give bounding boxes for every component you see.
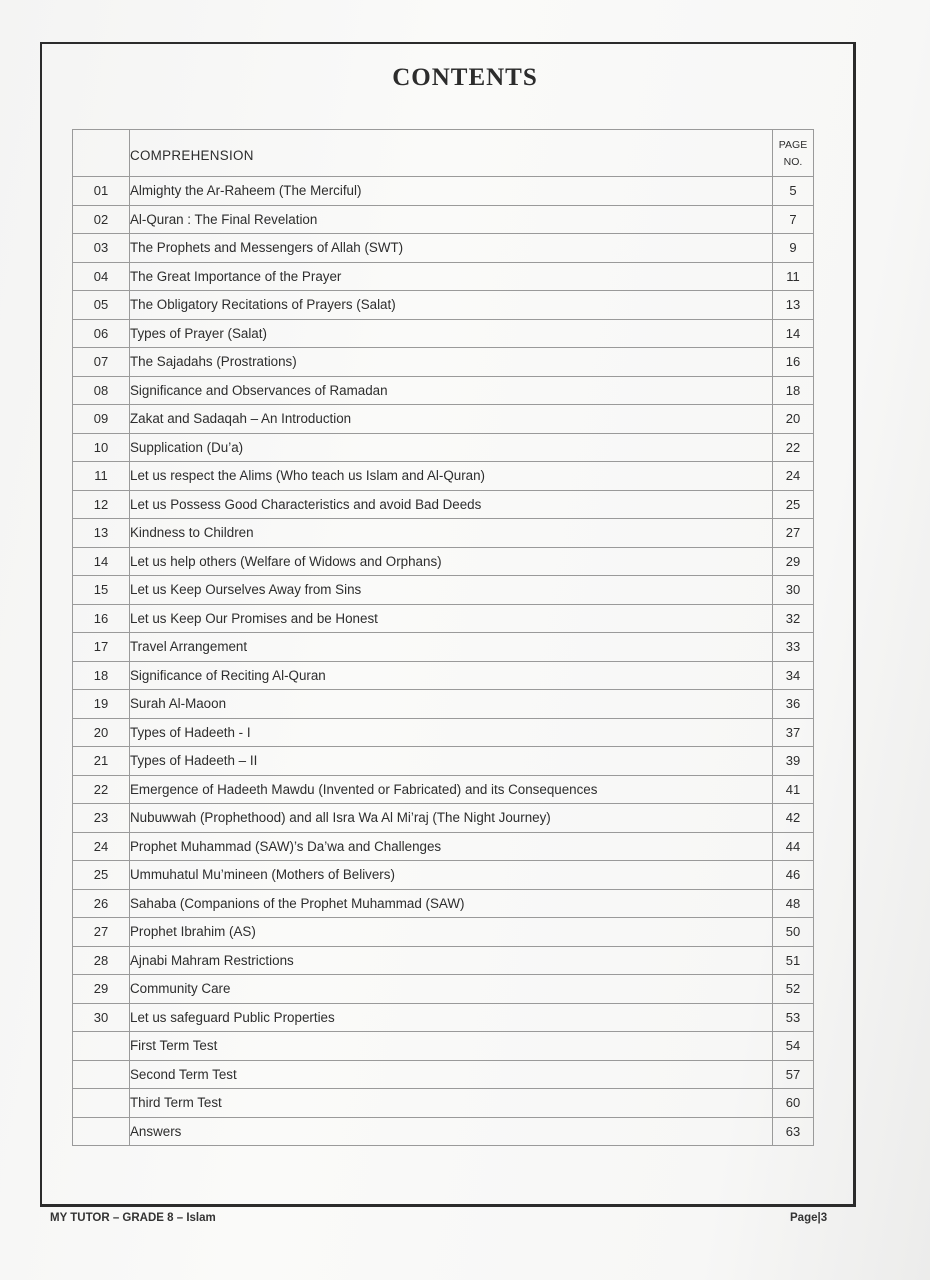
page-number: 50	[773, 918, 814, 947]
chapter-number: 19	[73, 690, 130, 719]
chapter-title: Types of Hadeeth - I	[130, 718, 773, 747]
chapter-title: Types of Hadeeth – II	[130, 747, 773, 776]
chapter-title: Let us Keep Ourselves Away from Sins	[130, 576, 773, 605]
chapter-title: The Obligatory Recitations of Prayers (Salat)	[130, 291, 773, 320]
page-number: 16	[773, 348, 814, 377]
page-number: 5	[773, 177, 814, 206]
chapter-number: 08	[73, 376, 130, 405]
chapter-title: The Great Importance of the Prayer	[130, 262, 773, 291]
page-number: 57	[773, 1060, 814, 1089]
table-row	[73, 348, 814, 377]
chapter-title: Kindness to Children	[130, 519, 773, 548]
table-row	[73, 262, 814, 291]
chapter-number: 16	[73, 604, 130, 633]
chapter-title: Zakat and Sadaqah – An Introduction	[130, 405, 773, 434]
page-title: CONTENTS	[392, 64, 538, 91]
chapter-number	[73, 1089, 130, 1118]
table-row	[73, 433, 814, 462]
chapter-number: 05	[73, 291, 130, 320]
header-page-no	[773, 130, 814, 177]
page-number: 14	[773, 319, 814, 348]
chapter-number: 13	[73, 519, 130, 548]
chapter-title: Answers	[130, 1117, 773, 1146]
page-number: 46	[773, 861, 814, 890]
table-row	[73, 946, 814, 975]
chapter-title: Almighty the Ar-Raheem (The Merciful)	[130, 177, 773, 206]
chapter-title: The Sajadahs (Prostrations)	[130, 348, 773, 377]
table-row	[73, 918, 814, 947]
table-row	[73, 604, 814, 633]
chapter-title: Prophet Muhammad (SAW)’s Da’wa and Challenges	[130, 832, 773, 861]
chapter-title: Emergence of Hadeeth Mawdu (Invented or Fabricated) and its Consequences	[130, 775, 773, 804]
chapter-title: Travel Arrangement	[130, 633, 773, 662]
chapter-number: 24	[73, 832, 130, 861]
page-number: 39	[773, 747, 814, 776]
table-row	[73, 775, 814, 804]
chapter-number: 01	[73, 177, 130, 206]
page-number: 27	[773, 519, 814, 548]
chapter-number: 22	[73, 775, 130, 804]
page-number: 54	[773, 1032, 814, 1061]
chapter-number: 10	[73, 433, 130, 462]
chapter-title: First Term Test	[130, 1032, 773, 1061]
chapter-number: 09	[73, 405, 130, 434]
contents-table-body	[73, 130, 814, 1146]
chapter-number: 04	[73, 262, 130, 291]
chapter-number: 11	[73, 462, 130, 491]
header-number-cell	[73, 130, 130, 177]
table-row	[73, 661, 814, 690]
page-number: 22	[773, 433, 814, 462]
table-row	[73, 690, 814, 719]
table-row	[73, 747, 814, 776]
table-row	[73, 462, 814, 491]
table-row	[73, 804, 814, 833]
table-row	[73, 1117, 814, 1146]
chapter-title: The Prophets and Messengers of Allah (SWT)	[130, 234, 773, 263]
chapter-title: Third Term Test	[130, 1089, 773, 1118]
chapter-number: 06	[73, 319, 130, 348]
table-row	[73, 1089, 814, 1118]
chapter-title: Surah Al-Maoon	[130, 690, 773, 719]
chapter-title: Supplication (Du’a)	[130, 433, 773, 462]
header-no-label: NO.	[783, 156, 803, 168]
page-number: 60	[773, 1089, 814, 1118]
page-number: 42	[773, 804, 814, 833]
chapter-title: Ajnabi Mahram Restrictions	[130, 946, 773, 975]
page-number: 30	[773, 576, 814, 605]
page-number: 18	[773, 376, 814, 405]
chapter-number: 23	[73, 804, 130, 833]
page-number: 37	[773, 718, 814, 747]
page-number: 34	[773, 661, 814, 690]
chapter-number: 27	[73, 918, 130, 947]
chapter-number: 26	[73, 889, 130, 918]
chapter-title: Let us Possess Good Characteristics and avoid Bad Deeds	[130, 490, 773, 519]
page-number: 63	[773, 1117, 814, 1146]
chapter-title: Significance of Reciting Al-Quran	[130, 661, 773, 690]
page-number: 51	[773, 946, 814, 975]
table-header-row	[73, 130, 814, 177]
page-number: 9	[773, 234, 814, 263]
page-number: 11	[773, 262, 814, 291]
table-row	[73, 889, 814, 918]
footer-book-title: MY TUTOR – GRADE 8 – Islam	[50, 1212, 216, 1224]
chapter-number: 18	[73, 661, 130, 690]
chapter-title: Prophet Ibrahim (AS)	[130, 918, 773, 947]
page-number: 32	[773, 604, 814, 633]
chapter-number: 02	[73, 205, 130, 234]
chapter-title: Ummuhatul Mu’mineen (Mothers of Belivers)	[130, 861, 773, 890]
chapter-number: 25	[73, 861, 130, 890]
chapter-title: Let us help others (Welfare of Widows and Orphans)	[130, 547, 773, 576]
chapter-number: 07	[73, 348, 130, 377]
chapter-number: 03	[73, 234, 130, 263]
chapter-number: 17	[73, 633, 130, 662]
table-row	[73, 633, 814, 662]
table-row	[73, 291, 814, 320]
chapter-number: 12	[73, 490, 130, 519]
page-number: 36	[773, 690, 814, 719]
chapter-title: Nubuwwah (Prophethood) and all Isra Wa Al Mi’raj (The Night Journey)	[130, 804, 773, 833]
chapter-number: 20	[73, 718, 130, 747]
page-number: 7	[773, 205, 814, 234]
page-number: 52	[773, 975, 814, 1004]
table-row	[73, 718, 814, 747]
chapter-number: 15	[73, 576, 130, 605]
table-row	[73, 519, 814, 548]
table-row	[73, 177, 814, 206]
table-row	[73, 576, 814, 605]
chapter-number: 29	[73, 975, 130, 1004]
chapter-number	[73, 1060, 130, 1089]
footer-page-number: Page|3	[790, 1212, 828, 1224]
chapter-number	[73, 1117, 130, 1146]
page-number: 33	[773, 633, 814, 662]
page-number: 53	[773, 1003, 814, 1032]
table-row	[73, 319, 814, 348]
header-section-title: COMPREHENSION	[130, 130, 773, 177]
chapter-title: Al-Quran : The Final Revelation	[130, 205, 773, 234]
page-number: 20	[773, 405, 814, 434]
chapter-title: Let us Keep Our Promises and be Honest	[130, 604, 773, 633]
page-number: 24	[773, 462, 814, 491]
table-row	[73, 205, 814, 234]
chapter-title: Second Term Test	[130, 1060, 773, 1089]
header-page-label: PAGE	[778, 139, 808, 151]
chapter-title: Types of Prayer (Salat)	[130, 319, 773, 348]
page-number: 41	[773, 775, 814, 804]
chapter-number: 28	[73, 946, 130, 975]
table-row	[73, 234, 814, 263]
chapter-title: Let us respect the Alims (Who teach us Islam and Al-Quran)	[130, 462, 773, 491]
table-row	[73, 1060, 814, 1089]
table-row	[73, 376, 814, 405]
table-row	[73, 490, 814, 519]
table-row	[73, 1003, 814, 1032]
page-number: 29	[773, 547, 814, 576]
chapter-number: 21	[73, 747, 130, 776]
chapter-title: Community Care	[130, 975, 773, 1004]
page-number: 48	[773, 889, 814, 918]
contents-table	[72, 129, 814, 1146]
table-row	[73, 832, 814, 861]
chapter-title: Significance and Observances of Ramadan	[130, 376, 773, 405]
table-row	[73, 975, 814, 1004]
table-row	[73, 405, 814, 434]
chapter-title: Let us safeguard Public Properties	[130, 1003, 773, 1032]
chapter-number: 14	[73, 547, 130, 576]
chapter-title: Sahaba (Companions of the Prophet Muhammad (SAW)	[130, 889, 773, 918]
page-number: 13	[773, 291, 814, 320]
chapter-number	[73, 1032, 130, 1061]
page-number: 44	[773, 832, 814, 861]
table-row	[73, 1032, 814, 1061]
page-number: 25	[773, 490, 814, 519]
chapter-number: 30	[73, 1003, 130, 1032]
table-row	[73, 547, 814, 576]
table-row	[73, 861, 814, 890]
